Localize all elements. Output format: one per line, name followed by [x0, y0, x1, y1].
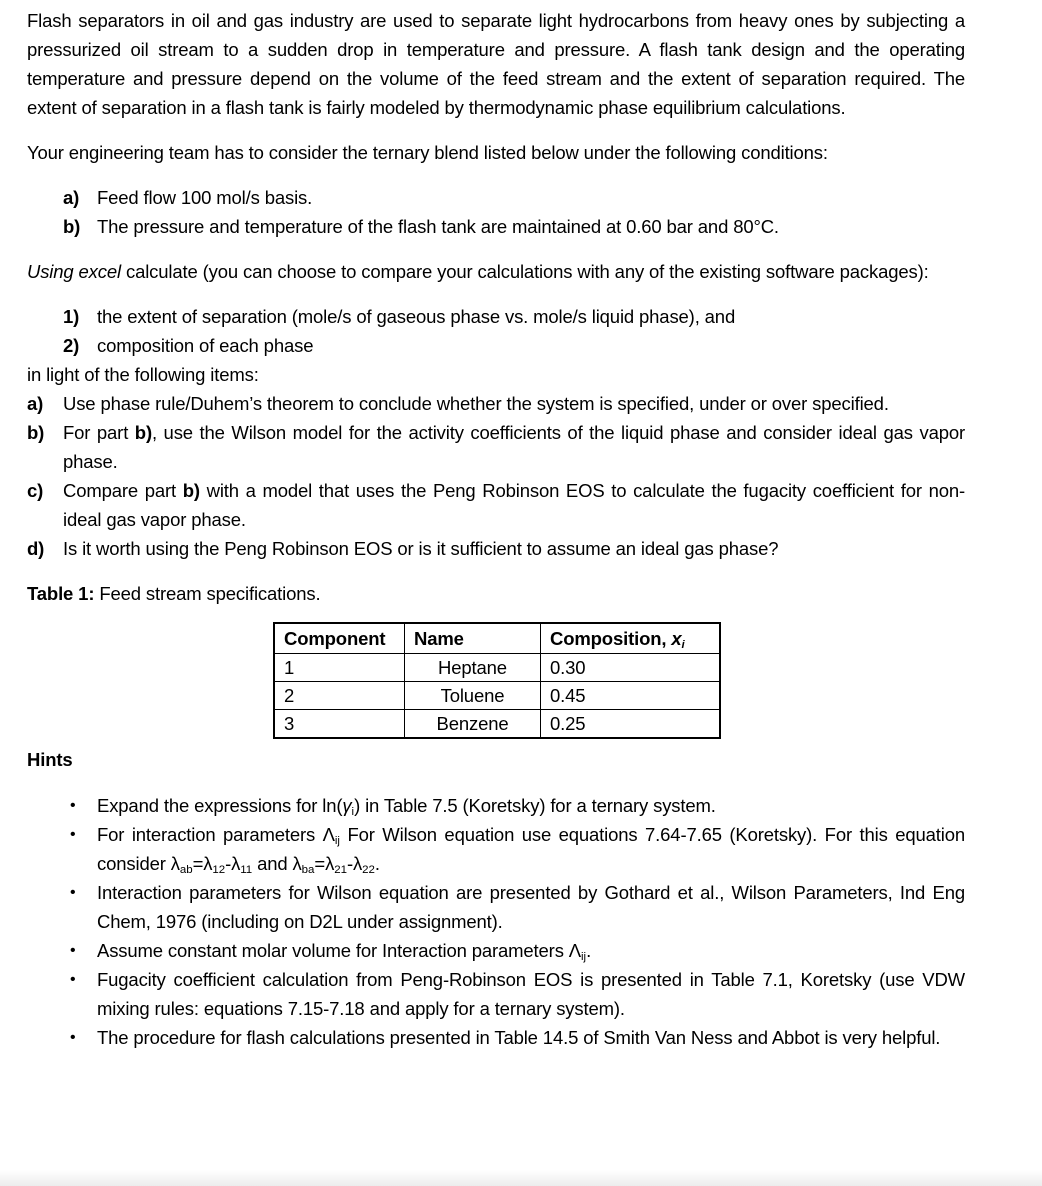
- bullet-icon: •: [70, 826, 76, 843]
- hint-text: Interaction parameters for Wilson equation are presented by Gothard et al., Wilson Parameters, Ind Eng Chem, 1976 (including on D2L under assignment).: [97, 882, 965, 932]
- hint-item: [27, 820, 965, 878]
- hint-item: [27, 791, 965, 820]
- condition-text: The pressure and temperature of the flash tank are maintained at 0.60 bar and 80°C.: [97, 216, 779, 237]
- bullet-icon: •: [70, 884, 76, 901]
- table-caption: Table 1: Feed stream specifications.: [27, 583, 321, 604]
- table-row: [274, 682, 720, 710]
- question-text: Use phase rule/Duhem’s theorem to conclude whether the system is specified, under or over specified.: [63, 393, 889, 414]
- feed-table: [273, 622, 721, 739]
- bullet-icon: •: [70, 1029, 76, 1046]
- question-text: Compare part b) with a model that uses the Peng Robinson EOS to calculate the fugacity coefficient for non-ideal gas vapor phase.: [63, 480, 965, 530]
- list-marker: c): [27, 480, 44, 501]
- table-cell-component: 2: [274, 682, 405, 710]
- intro-paragraph: Flash separators in oil and gas industry are used to separate light hydrocarbons from heavy ones by subjecting a pressurized oil stream to a sudden drop in temperature and pressure. A flash tank design and the operating temperature and pressure depend on the volume of the feed stream and the extent of separation required. The extent of separation in a flash tank is fairly modeled by thermodynamic phase equilibrium calculations.: [27, 10, 965, 118]
- table-header-name: Name: [405, 623, 541, 654]
- tasks-list: [27, 302, 965, 360]
- condition-item-a: [27, 183, 965, 212]
- hint-text: For interaction parameters $\Lambda_{ij}$ For Wilson equation use equations 7.64-7.65 (Koretsky). For this equation consider $\lambda_{ab}=\lambda_{12}-\lambda_{11}$ and $\lambda_{ba}=\lambda_{21}-\lambda_{22}$.: [97, 824, 965, 876]
- question-item-d: [27, 534, 965, 563]
- table-header-composition: Composition, $x_i$: [541, 623, 721, 654]
- question-item-a: [27, 389, 965, 418]
- task-item-2: [27, 331, 965, 360]
- conditions-list: [27, 183, 965, 241]
- bullet-icon: •: [70, 971, 76, 988]
- question-item-c: [27, 476, 965, 534]
- hints-list: [27, 791, 965, 1052]
- questions-list: [27, 389, 965, 563]
- table-row: [274, 710, 720, 739]
- list-marker: 2): [63, 335, 80, 356]
- consider-paragraph: Your engineering team has to consider the ternary blend listed below under the following conditions:: [27, 142, 828, 163]
- list-marker: a): [63, 187, 80, 208]
- hint-item: [27, 965, 965, 1023]
- table-cell-component: 1: [274, 654, 405, 682]
- list-marker: d): [27, 538, 45, 559]
- question-text: For part b), use the Wilson model for the activity coefficients of the liquid phase and consider ideal gas vapor phase.: [63, 422, 965, 472]
- using-excel-paragraph: Using excel calculate (you can choose to compare your calculations with any of the existing software packages):: [27, 261, 929, 282]
- table-cell-name: Benzene: [405, 710, 541, 739]
- list-marker: b): [27, 422, 45, 443]
- bullet-icon: •: [70, 797, 76, 814]
- table-header-row: [274, 623, 720, 654]
- list-marker: 1): [63, 306, 80, 327]
- list-marker: b): [63, 216, 81, 237]
- table-cell-name: Heptane: [405, 654, 541, 682]
- question-item-b: [27, 418, 965, 476]
- condition-text: Feed flow 100 mol/s basis.: [97, 187, 313, 208]
- bullet-icon: •: [70, 942, 76, 959]
- table-cell-composition: 0.25: [541, 710, 721, 739]
- hint-item: [27, 936, 965, 965]
- task-text: composition of each phase: [97, 335, 314, 356]
- hint-text: Expand the expressions for $\ln(\gamma_i)$ in Table 7.5 (Koretsky) for a ternary system.: [97, 795, 716, 818]
- hint-text: Assume constant molar volume for Interaction parameters $\Lambda_{ij}$.: [97, 940, 592, 963]
- task-item-1: [27, 302, 965, 331]
- table-cell-composition: 0.45: [541, 682, 721, 710]
- question-text: Is it worth using the Peng Robinson EOS or is it sufficient to assume an ideal gas phase?: [63, 538, 779, 559]
- hint-text: The procedure for flash calculations presented in Table 14.5 of Smith Van Ness and Abbot is very helpful.: [97, 1027, 941, 1048]
- hint-item: [27, 1023, 965, 1052]
- table-cell-component: 3: [274, 710, 405, 739]
- table-cell-composition: 0.30: [541, 654, 721, 682]
- hint-item: [27, 878, 965, 936]
- table-cell-name: Toluene: [405, 682, 541, 710]
- hint-text: Fugacity coefficient calculation from Peng-Robinson EOS is presented in Table 7.1, Koretsky (use VDW mixing rules: equations 7.15-7.18 and apply for a ternary system).: [97, 969, 965, 1019]
- condition-item-b: [27, 212, 965, 241]
- hints-heading: Hints: [27, 749, 73, 770]
- table-header-component: Component: [274, 623, 405, 654]
- feed-table-body: [274, 654, 720, 739]
- in-light-line: in light of the following items:: [27, 364, 259, 385]
- table-row: [274, 654, 720, 682]
- feed-table-header: [274, 623, 720, 654]
- task-text: the extent of separation (mole/s of gaseous phase vs. mole/s liquid phase), and: [97, 306, 736, 327]
- list-marker: a): [27, 393, 44, 414]
- page-bottom-edge: [0, 1170, 1042, 1186]
